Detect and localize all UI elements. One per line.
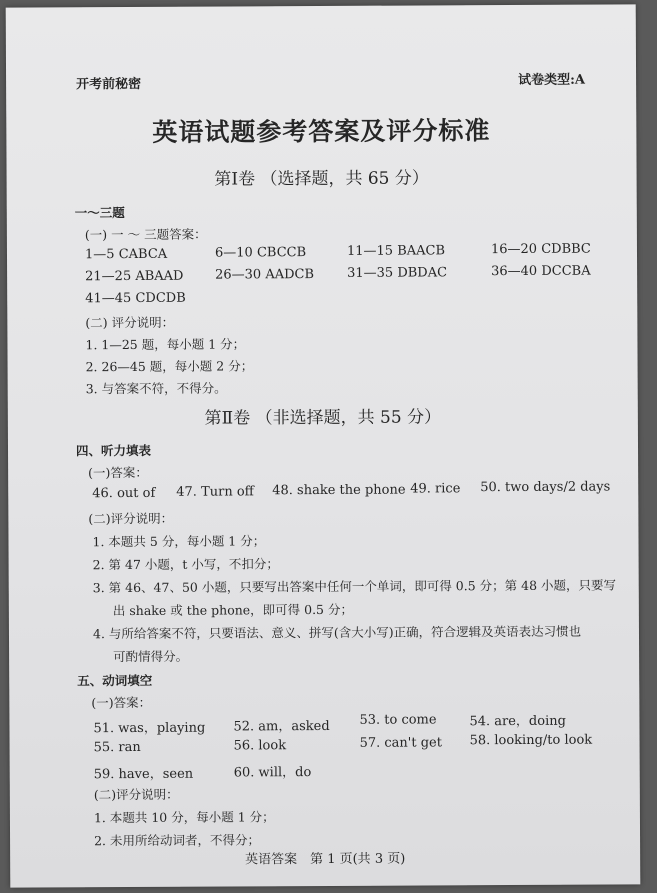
answer-group: 1—5 CABCA — [84, 246, 168, 263]
verb-answer: 51. was，playing — [93, 720, 206, 737]
part1-note: 3. 与答案不符，不得分。 — [85, 380, 227, 397]
part1-section-label: 一～三题 — [74, 205, 125, 221]
verbs-note: 1. 本题共 10 分，每小题 1 分； — [93, 809, 275, 826]
page-title: 英语试题参考答案及评分标准 — [152, 116, 491, 147]
answer-group: 36—40 DCCBA — [491, 263, 591, 280]
answer-group: 6—10 CBCCB — [214, 245, 307, 261]
part1-heading: 第Ⅰ卷 （选择题，共 65 分） — [214, 168, 429, 190]
verb-answer: 53. to come — [359, 712, 437, 728]
verb-answer: 59. have，seen — [93, 766, 194, 783]
listening-note: 1. 本题共 5 分，每小题 1 分； — [92, 533, 266, 550]
verb-answer: 58. looking/to look — [469, 732, 593, 749]
listening-title: 四、听力填表 — [75, 442, 152, 459]
verb-answer: 56. look — [233, 738, 287, 754]
listening-note: 4. 与所给答案不符，只要语法、意义、拼写(含大小写)正确，符合逻辑及英语表达习惯也 — [92, 623, 582, 642]
listening-answer: 48. shake the phone — [272, 482, 406, 499]
verb-answer: 54. are，doing — [469, 713, 566, 730]
verbs-answers-label: (一)答案： — [91, 694, 152, 711]
part1-answers-label: (一) 一 ～ 三题答案： — [84, 226, 207, 243]
listening-note: 出 shake 或 the phone，即可得 0.5 分； — [112, 601, 354, 619]
answer-group: 16—20 CDBBC — [490, 241, 591, 258]
verbs-notes-label: (二)评分说明： — [93, 786, 179, 803]
part1-notes-label: (二) 评分说明： — [85, 314, 175, 331]
listening-answers-label: (一)答案： — [88, 464, 148, 481]
part2-heading: 第Ⅱ卷 （非选择题，共 55 分） — [204, 407, 442, 429]
paper-type: 试卷类型:A — [518, 72, 586, 88]
page-footer: 英语答案 第 1 页(共 3 页) — [245, 851, 406, 868]
part1-note: 2. 26—45 题，每小题 2 分； — [85, 358, 254, 375]
answer-group: 21—25 ABAAD — [85, 268, 184, 285]
verb-answer: 55. ran — [93, 739, 141, 756]
listening-note: 可酌情得分。 — [113, 648, 189, 665]
answer-group: 26—30 AADCB — [215, 267, 315, 283]
listening-answer: 49. rice — [410, 481, 461, 497]
answer-sheet-page — [6, 4, 641, 887]
answer-group: 41—45 CDCDB — [85, 290, 186, 307]
listening-note: 3. 第 46、47、50 小题，只要写出答案中任何一个单词，即可得 0.5 分；第 48 小题，只要写 — [92, 577, 617, 596]
verb-answer: 60. will，do — [233, 765, 312, 781]
listening-answer: 46. out of — [92, 485, 156, 502]
confidential-note: 开考前秘密 — [76, 76, 142, 93]
answer-group: 11—15 BAACB — [346, 243, 446, 259]
listening-notes-label: (二)评分说明： — [88, 510, 174, 527]
verbs-note: 2. 未用所给动词者，不得分； — [94, 832, 261, 849]
listening-note: 2. 第 47 小题，t 小写，不扣分； — [92, 556, 279, 573]
verb-answer: 57. can't get — [359, 735, 442, 751]
answer-group: 31—35 DBDAC — [347, 265, 448, 281]
verbs-title: 五、动词填空 — [77, 672, 153, 689]
verb-answer: 52. am，asked — [233, 718, 330, 735]
part1-note: 1. 1—25 题，每小题 1 分； — [85, 336, 246, 353]
listening-answer: 47. Turn off — [176, 484, 254, 500]
listening-answer: 50. two days/2 days — [480, 479, 611, 496]
